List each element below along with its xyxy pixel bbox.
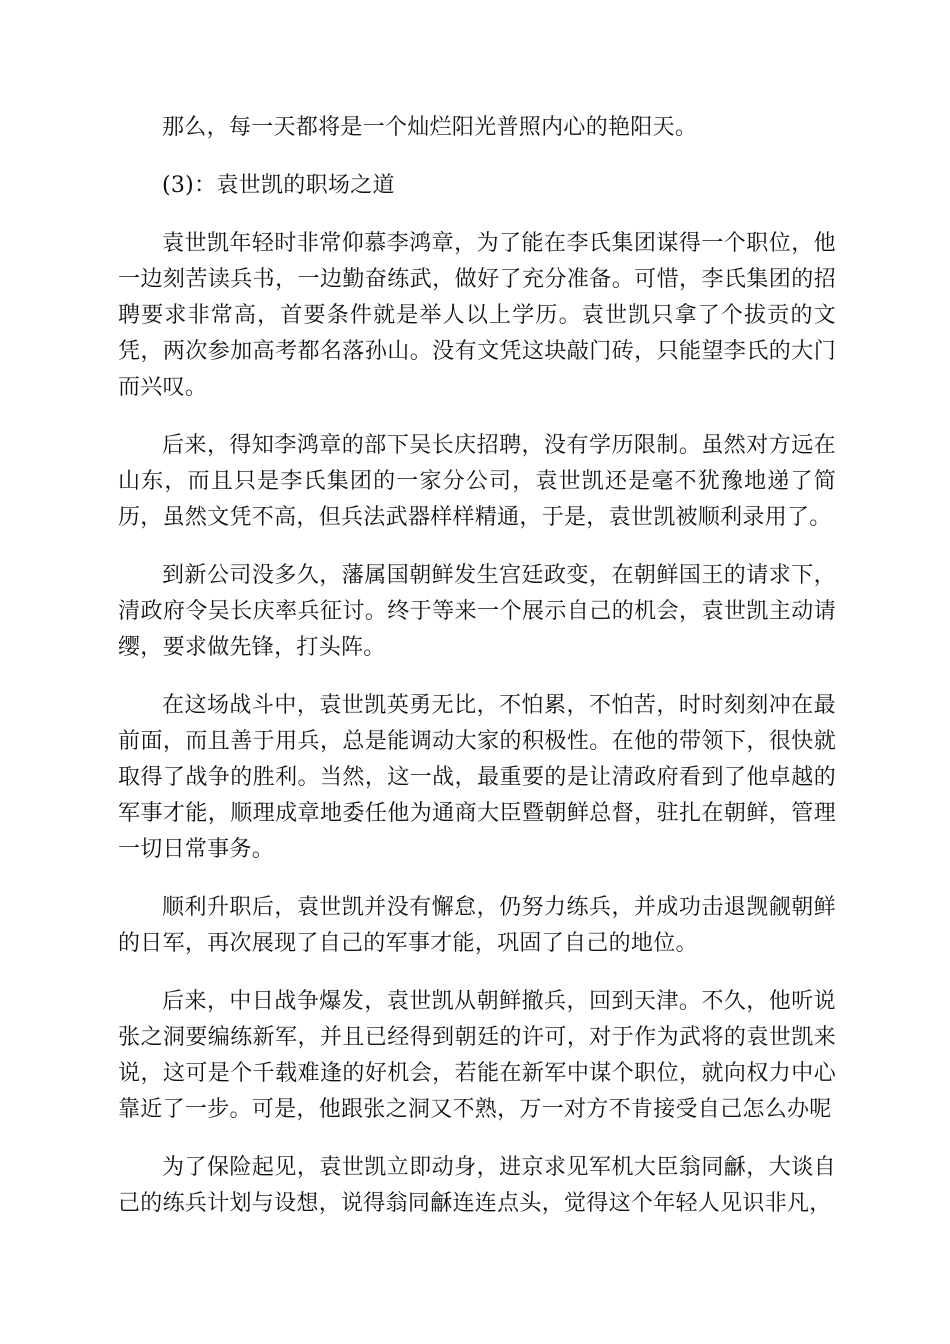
document-body [118,110,836,1244]
paragraph-battle: 在这场战斗中，袁世凯英勇无比，不怕累，不怕苦，时时刻刻冲在最前面，而且善于用兵，总是能调动大家的积极性。在他的带领下，很快就取得了战争的胜利。当然，这一战，最重要的是让清政府看到了他卓越的军事才能，顺理成章地委任他为通商大臣暨朝鲜总督，驻扎在朝鲜，管理一切日常事务。 [118,693,836,862]
section-heading: (3)：袁世凯的职场之道 [162,173,395,198]
paragraph-new-army: 后来，中日战争爆发，袁世凯从朝鲜撤兵，回到天津。不久，他听说张之洞要编练新军，并且已经得到朝廷的许可，对于作为武将的袁世凯来说，这可是个千载难逢的好机会，若能在新军中谋个职位，就向权力中心靠近了一步。可是，他跟张之洞又不熟，万一对方不肯接受自己怎么办呢 [118,989,836,1122]
paragraph-promotion: 顺利升职后，袁世凯并没有懈怠，仍努力练兵，并成功击退觊觎朝鲜的日军，再次展现了自己的军事才能，巩固了自己的地位。 [118,895,836,956]
paragraph-opening-line: 那么，每一天都将是一个灿烂阳光普照内心的艳阳天。 [162,115,698,140]
paragraph-job-application: 后来，得知李鸿章的部下吴长庆招聘，没有学历限制。虽然对方远在山东，而且只是李氏集团的一家分公司，袁世凯还是毫不犹豫地递了简历，虽然文凭不高，但兵法武器样样精通，于是，袁世凯被顺利录用了。 [118,433,836,530]
paragraph-visit-weng: 为了保险起见，袁世凯立即动身，进京求见军机大臣翁同龢，大谈自己的练兵计划与设想，说得翁同龢连连点头，觉得这个年轻人见识非凡， [118,1155,836,1216]
paragraph-admiration: 袁世凯年轻时非常仰慕李鸿章，为了能在李氏集团谋得一个职位，他一边刻苦读兵书，一边勤奋练武，做好了充分准备。可惜，李氏集团的招聘要求非常高，首要条件就是举人以上学历。袁世凯只拿了个拔贡的文凭，两次参加高考都名落孙山。没有文凭这块敲门砖，只能望李氏的大门而兴叹。 [118,231,836,400]
paragraph-korea-coup: 到新公司没多久，藩属国朝鲜发生宫廷政变，在朝鲜国王的请求下，清政府令吴长庆率兵征讨。终于等来一个展示自己的机会，袁世凯主动请缨，要求做先锋，打头阵。 [118,563,836,660]
